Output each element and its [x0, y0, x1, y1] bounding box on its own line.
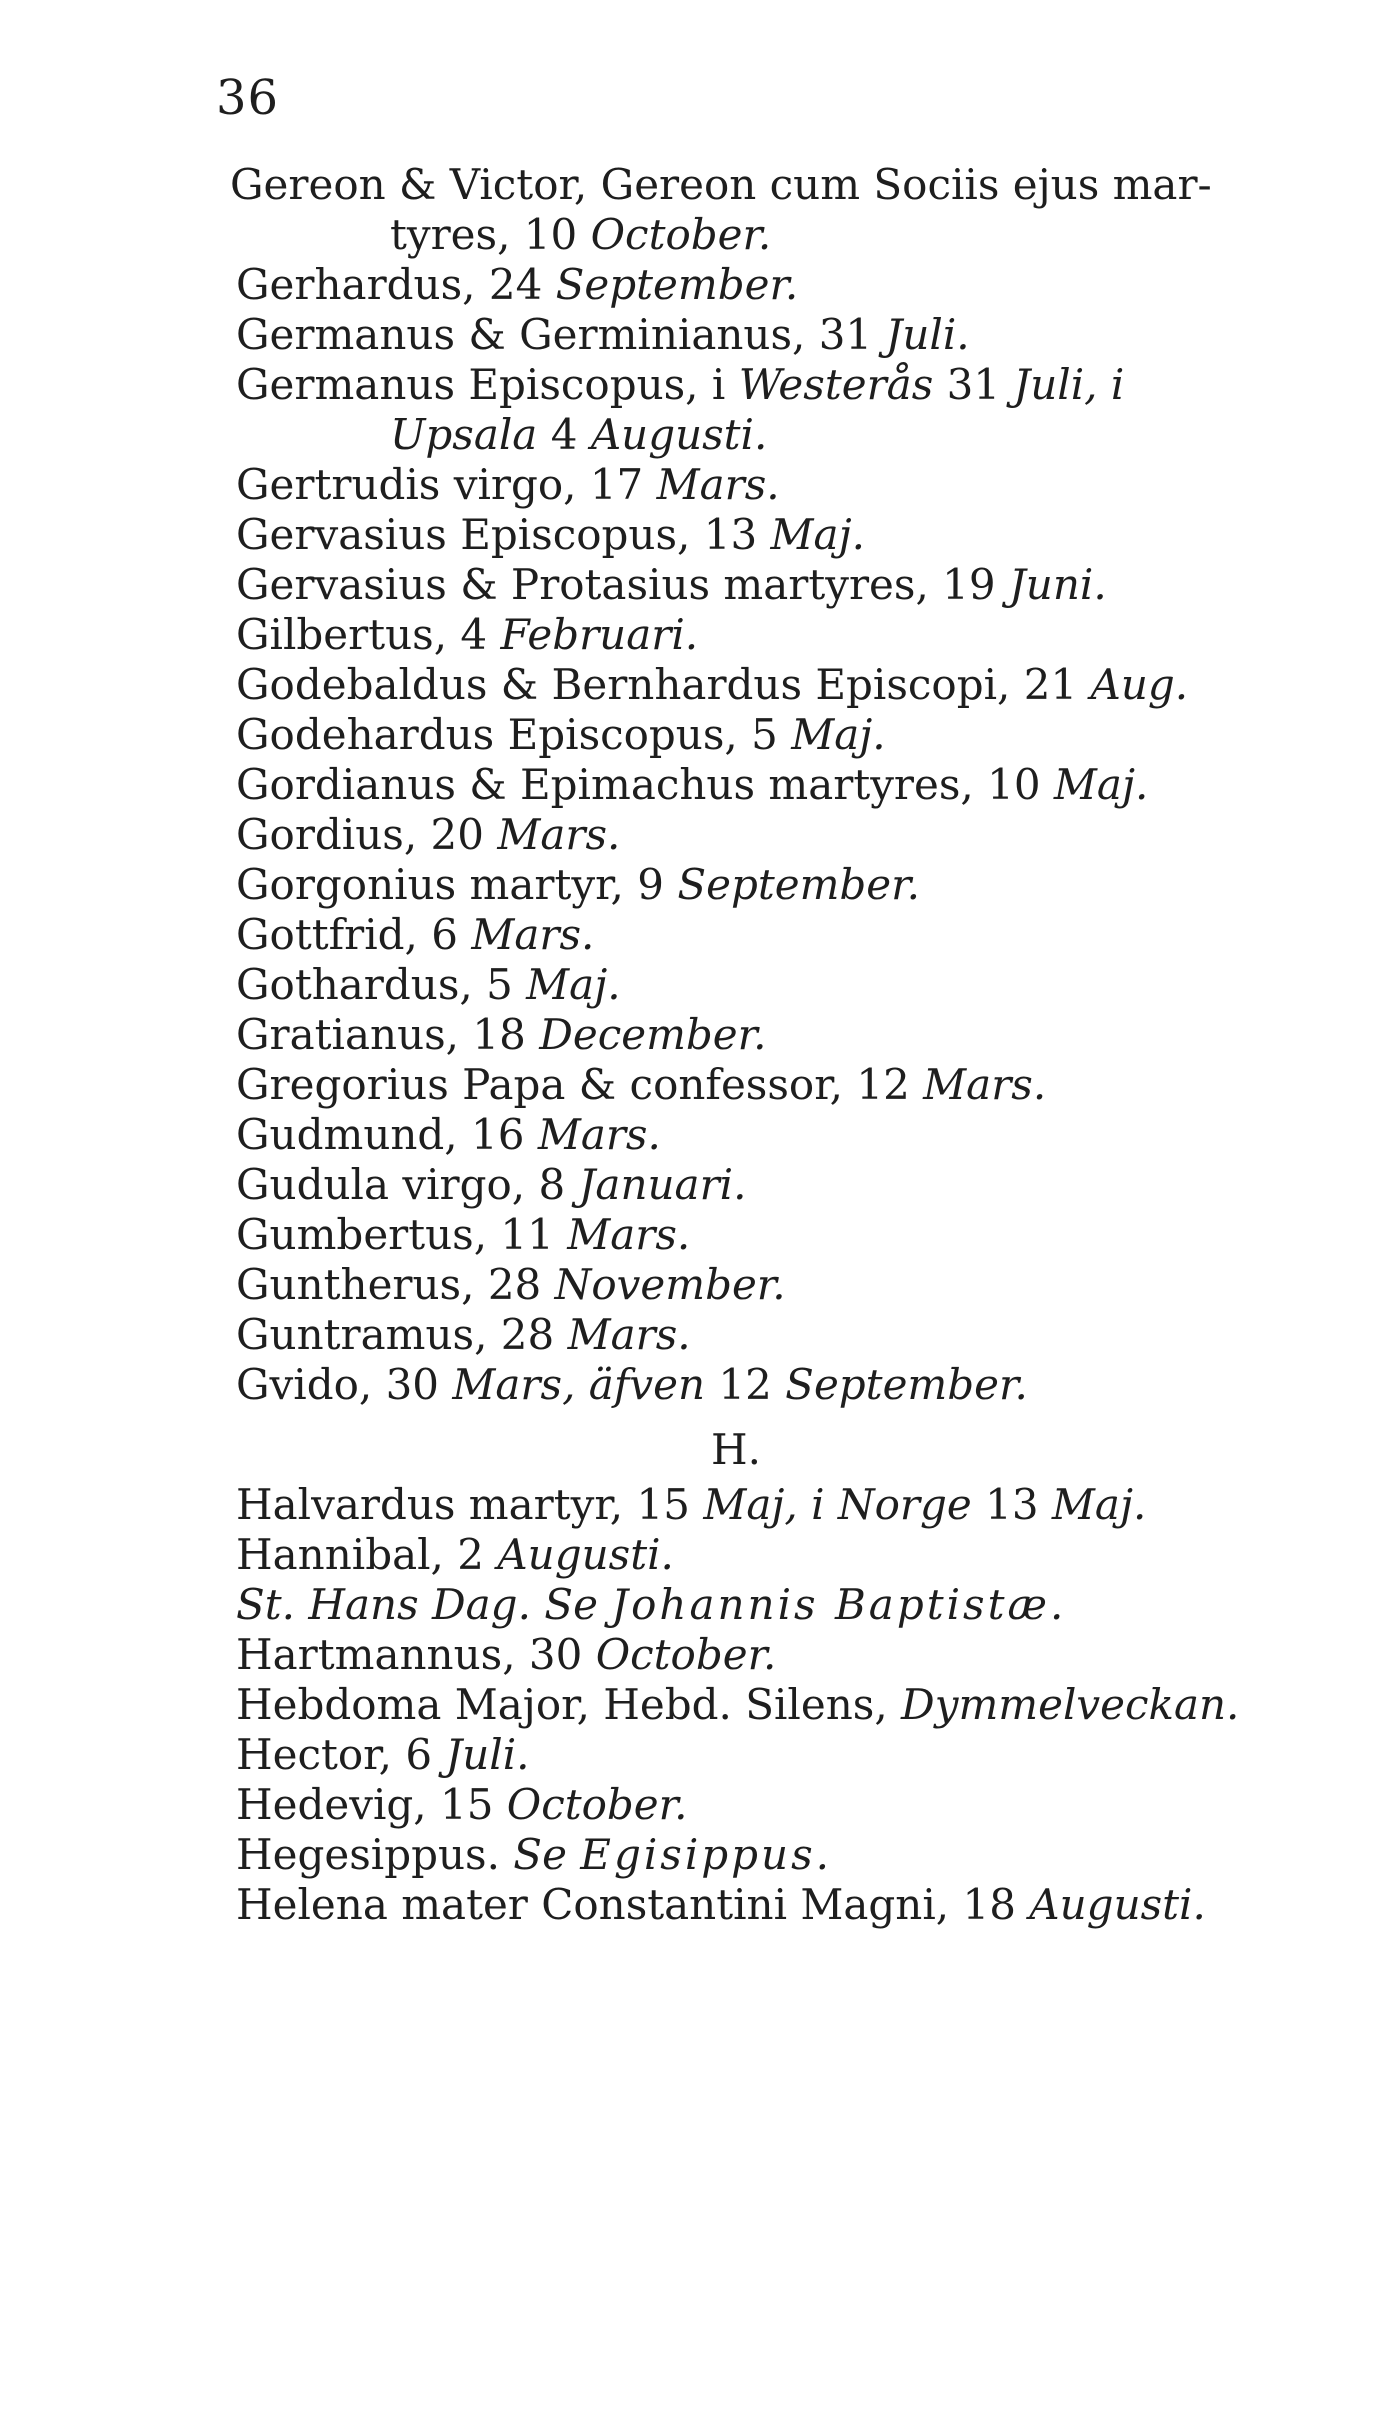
entry-date: Mars.: [567, 1210, 691, 1259]
entry-date: Juli.: [885, 310, 970, 359]
entry-name: Hector, 6: [236, 1730, 433, 1779]
entry-name: Gottfrid, 6: [236, 910, 458, 959]
section-heading: H.: [711, 1425, 761, 1474]
entry-date: Maj.: [791, 710, 886, 759]
entry-date: September.: [677, 860, 920, 909]
entry-date: Juli.: [445, 1730, 530, 1779]
list-item: [236, 1680, 1366, 1730]
entry-name: Halvardus martyr, 15: [236, 1480, 690, 1529]
entry-date: Maj.: [526, 960, 621, 1009]
entry-date: Mars.: [471, 910, 595, 959]
list-item: [236, 1210, 1366, 1260]
entry-reference: Egisippus.: [580, 1830, 832, 1879]
entry-date: December.: [539, 1010, 767, 1059]
entry-name: Hedevig, 15: [236, 1780, 494, 1829]
list-item: [236, 860, 1366, 910]
entry-date: Mars,: [452, 1360, 576, 1409]
entry-date: Juni.: [1008, 560, 1107, 609]
entry-date: Mars.: [497, 810, 621, 859]
entry-day: 13: [985, 1480, 1039, 1529]
list-item: [236, 710, 1366, 760]
entry-date: October.: [506, 1780, 688, 1829]
entry-name: Hannibal, 2: [236, 1530, 484, 1579]
entry-date: November.: [554, 1260, 786, 1309]
entry-name: Gervasius Episcopus, 13: [236, 510, 758, 559]
entry-see: Se: [544, 1580, 598, 1629]
entry-date: Mars.: [537, 1110, 661, 1159]
list-item: [236, 1060, 1366, 1110]
list-item: [236, 1360, 1366, 1410]
entry-place: Upsala: [390, 410, 538, 459]
entry-name: Godehardus Episcopus, 5: [236, 710, 778, 759]
entry-name: Hebdoma Major, Hebd. Silens,: [236, 1680, 888, 1729]
entry-date: October.: [595, 1630, 777, 1679]
list-item: [236, 1730, 1366, 1780]
entry-date: September.: [555, 260, 799, 309]
list-item: [236, 660, 1366, 710]
list-item: [236, 1530, 1366, 1580]
entry-name: Germanus & Germinianus, 31: [236, 310, 873, 359]
entry-date: Mars.: [923, 1060, 1047, 1109]
entry-name: Gervasius & Protasius martyres, 19: [236, 560, 996, 609]
entry-name: Gilbertus, 4: [236, 610, 488, 659]
entry-date: Maj.: [1051, 1480, 1147, 1529]
list-item: [236, 1110, 1366, 1160]
list-item: [236, 1830, 1366, 1880]
entry-name: Germanus Episcopus, i: [236, 360, 726, 409]
entry-date: Maj.: [770, 510, 865, 559]
entry-name: Gothardus, 5: [236, 960, 513, 1009]
entry-date: Augusti.: [497, 1530, 674, 1579]
list-item: [236, 1160, 1366, 1210]
entry-day: 31: [946, 360, 1001, 409]
entry-name: Gumbertus, 11: [236, 1210, 554, 1259]
list-item: [236, 760, 1366, 810]
list-item: [236, 560, 1366, 610]
list-item: [236, 610, 1366, 660]
entry-place: Westerås: [738, 360, 934, 409]
list-item: [236, 410, 1366, 460]
entry-reference: Johannis Baptistæ.: [611, 1580, 1067, 1629]
entry-date: Augusti.: [590, 410, 768, 459]
entry-name: Gertrudis virgo, 17: [236, 460, 644, 509]
list-item: [236, 1260, 1366, 1310]
entry-date: Juli, i: [1013, 360, 1125, 409]
entry-day: 4: [550, 410, 578, 459]
entry-date: Mars.: [656, 460, 780, 509]
entry-day: 12: [718, 1360, 772, 1409]
entry-name: Guntramus, 28: [236, 1310, 555, 1359]
list-item: [236, 960, 1366, 1010]
entry-name: Helena mater Constantini Magni, 18: [236, 1880, 1016, 1929]
list-item: [236, 1880, 1366, 1930]
entry-name: Gorgonius martyr, 9: [236, 860, 664, 909]
entry-name: Godebaldus & Bernhardus Episcopi, 21: [236, 660, 1078, 709]
entry-name: Gvido, 30: [236, 1360, 440, 1409]
entry-date: Maj,: [703, 1480, 798, 1529]
list-item: [236, 810, 1366, 860]
entry-name: Guntherus, 28: [236, 1260, 542, 1309]
entry-see: Se: [513, 1830, 567, 1879]
entry-name: Gordius, 20: [236, 810, 484, 859]
entry-name: St. Hans Dag.: [236, 1580, 531, 1629]
entry-name: Gereon & Victor, Gereon cum Sociis ejus mar-: [230, 160, 1212, 209]
entry-date: Aug.: [1090, 660, 1189, 709]
entry-date: Januari.: [578, 1160, 747, 1209]
list-item: [236, 460, 1366, 510]
list-item: [236, 1630, 1366, 1680]
list-item: [236, 260, 1366, 310]
entry-name: Gudmund, 16: [236, 1110, 525, 1159]
list-item: [236, 1010, 1366, 1060]
entry-list: [230, 160, 1366, 1930]
list-item: [236, 910, 1366, 960]
entry-name: Gordianus & Epimachus martyres, 10: [236, 760, 1041, 809]
list-item: [236, 510, 1366, 560]
list-item: [236, 1310, 1366, 1360]
list-item: [236, 360, 1366, 410]
entry-also: äfven: [588, 1360, 705, 1409]
entry-date: September.: [785, 1360, 1028, 1409]
entry-name: Gratianus, 18: [236, 1010, 526, 1059]
entry-date: Dymmelveckan.: [901, 1680, 1240, 1729]
list-item: [236, 210, 1366, 260]
entry-name: Hegesippus.: [236, 1830, 500, 1879]
entry-name: tyres, 10: [390, 210, 578, 259]
list-item: [236, 1480, 1366, 1530]
page-number: 36: [216, 70, 280, 126]
entry-name: Hartmannus, 30: [236, 1630, 583, 1679]
entry-name: Gregorius Papa & confessor, 12: [236, 1060, 910, 1109]
list-item: [236, 1780, 1366, 1830]
entry-name: Gerhardus, 24: [236, 260, 543, 309]
entry-name: Gudula virgo, 8: [236, 1160, 566, 1209]
entry-date: Maj.: [1053, 760, 1149, 809]
entry-date: Augusti.: [1029, 1880, 1206, 1929]
entry-place: i Norge: [811, 1480, 972, 1529]
list-item: [236, 1580, 1366, 1630]
entry-date: Mars.: [567, 1310, 691, 1359]
entry-date: October.: [590, 210, 772, 259]
entry-date: Februari.: [500, 610, 699, 659]
list-item: [230, 160, 1360, 210]
list-item: [236, 310, 1366, 360]
